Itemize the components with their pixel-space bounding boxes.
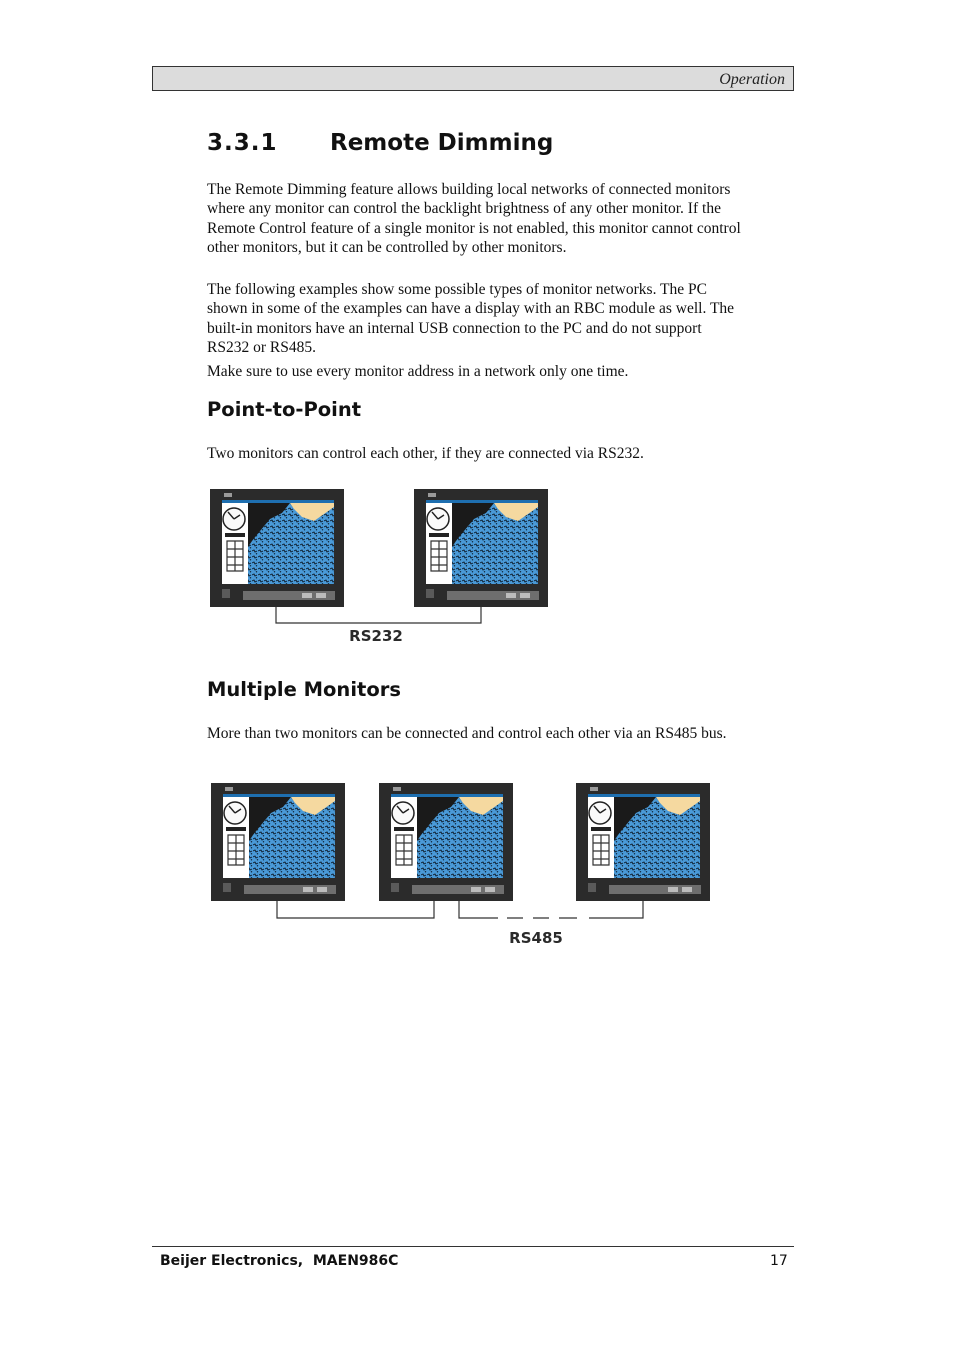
rs232-label: RS232 bbox=[349, 627, 403, 645]
monitor-image-a bbox=[211, 783, 345, 901]
footer-rule bbox=[152, 1246, 794, 1247]
paragraph-examples: The following examples show some possible types of monitor networks. The PC shown in some of the examples can have a display with an RBC module as well. The built-in monitors have an internal USB connection to the PC and do not support RS232 or RS485. bbox=[207, 281, 735, 357]
rs485-cable-segment-1 bbox=[277, 901, 434, 918]
paragraph-address-note: Make sure to use every monitor address in a network only one time. bbox=[207, 363, 629, 380]
header-section-label: Operation bbox=[719, 71, 785, 88]
footer-page-number: 17 bbox=[770, 1253, 788, 1269]
paragraph-point-to-point: Two monitors can control each other, if they are connected via RS232. bbox=[207, 445, 644, 462]
section-number: 3.3.1 bbox=[207, 130, 278, 156]
paragraph-intro: The Remote Dimming feature allows building local networks of connected monitors where any monitor can control the backlight brightness of any other monitor. If the Remote Control feature of a single monitor is not enabled, this monitor cannot control other monitors, but it can be controlled by other monitors. bbox=[207, 181, 741, 257]
rs485-cable-segment-3 bbox=[589, 901, 643, 918]
heading-multiple-monitors: Multiple Monitors bbox=[207, 678, 401, 701]
section-title: Remote Dimming bbox=[330, 130, 554, 156]
footer-document-id: Beijer Electronics, MAEN986C bbox=[160, 1253, 399, 1269]
heading-point-to-point: Point-to-Point bbox=[207, 398, 362, 421]
monitor-image-b bbox=[379, 783, 513, 901]
rs485-cable-segment-2 bbox=[459, 901, 498, 918]
monitor-image-c bbox=[576, 783, 710, 901]
rs485-label: RS485 bbox=[509, 929, 563, 947]
paragraph-multiple-monitors: More than two monitors can be connected and control each other via an RS485 bus. bbox=[207, 725, 727, 742]
